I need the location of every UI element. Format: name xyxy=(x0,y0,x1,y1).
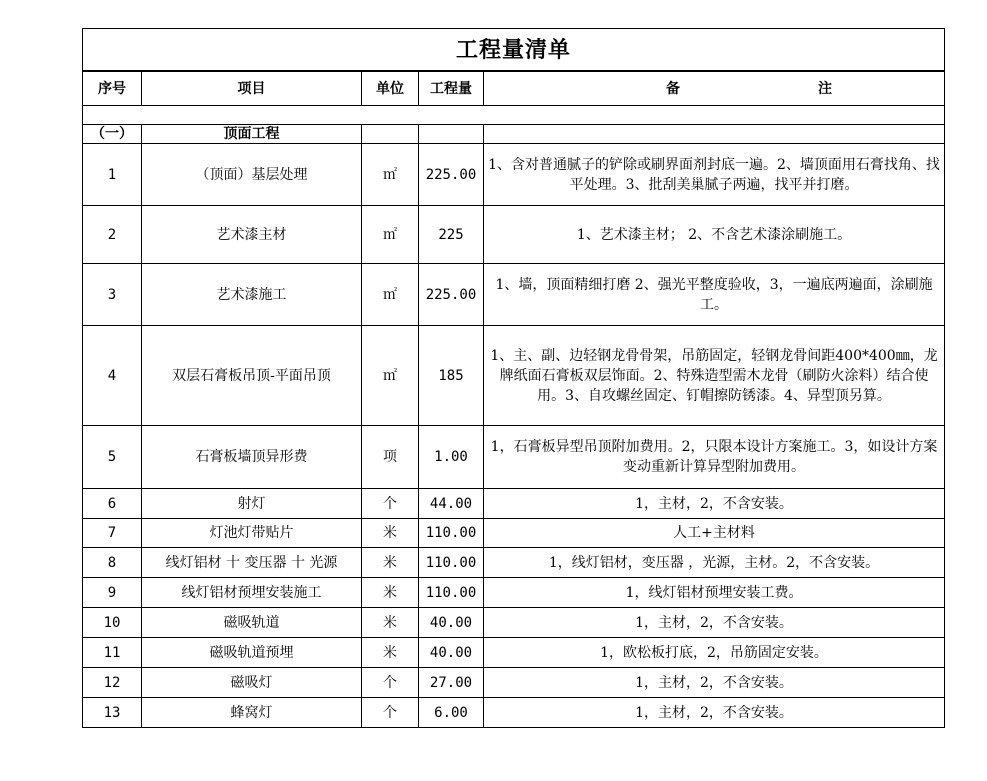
row-item: 磁吸灯 xyxy=(142,668,362,698)
row-index: 12 xyxy=(83,668,142,698)
section-row xyxy=(83,125,945,144)
row-quantity: 44.00 xyxy=(419,489,484,519)
row-index: 2 xyxy=(83,206,142,264)
row-index: 11 xyxy=(83,638,142,668)
row-remark: 1，主材，2，不含安装。 xyxy=(484,668,945,698)
row-remark: 1，主材，2，不含安装。 xyxy=(484,608,945,638)
header-index: 序号 xyxy=(83,71,142,106)
table-row xyxy=(83,489,945,519)
row-quantity: 40.00 xyxy=(419,638,484,668)
row-index: 3 xyxy=(83,264,142,326)
bill-of-quantities-table xyxy=(82,28,945,728)
row-index: 13 xyxy=(83,698,142,728)
table-row xyxy=(83,698,945,728)
row-item: 磁吸轨道 xyxy=(142,608,362,638)
row-quantity: 6.00 xyxy=(419,698,484,728)
row-item: 艺术漆主材 xyxy=(142,206,362,264)
row-item: 双层石膏板吊顶-平面吊顶 xyxy=(142,326,362,426)
section-name: 顶面工程 xyxy=(142,125,362,144)
row-quantity: 110.00 xyxy=(419,548,484,578)
row-remark: 1，线灯铝材预埋安装工费。 xyxy=(484,578,945,608)
row-index: 7 xyxy=(83,519,142,548)
table-row xyxy=(83,608,945,638)
sheet-title: 工程量清单 xyxy=(83,29,945,72)
row-item: 射灯 xyxy=(142,489,362,519)
row-remark: 人工+主材料 xyxy=(484,519,945,548)
row-unit: 米 xyxy=(362,608,419,638)
table-row xyxy=(83,144,945,206)
row-unit: 个 xyxy=(362,489,419,519)
row-remark: 1，主材，2，不含安装。 xyxy=(484,698,945,728)
table-row xyxy=(83,668,945,698)
row-remark: 1、主、副、边轻钢龙骨骨架，吊筋固定，轻钢龙骨间距400*400㎜，龙牌纸面石膏板双层饰面。2、特殊造型需木龙骨（刷防火涂料）结合使用。3、自攻螺丝固定、钉帽擦防锈漆。4、异型顶另算。 xyxy=(484,326,945,426)
table-row xyxy=(83,206,945,264)
row-unit: 个 xyxy=(362,698,419,728)
row-item: 磁吸轨道预埋 xyxy=(142,638,362,668)
section-index: （一） xyxy=(83,125,142,144)
row-quantity: 1.00 xyxy=(419,426,484,489)
spacer-row xyxy=(83,106,945,125)
row-unit: 米 xyxy=(362,548,419,578)
row-quantity: 110.00 xyxy=(419,578,484,608)
header-remark-char-1: 备 xyxy=(666,80,681,97)
row-item: 艺术漆施工 xyxy=(142,264,362,326)
spacer-cell xyxy=(83,106,945,125)
row-unit: ㎡ xyxy=(362,264,419,326)
row-quantity: 110.00 xyxy=(419,519,484,548)
row-unit: ㎡ xyxy=(362,206,419,264)
table-row xyxy=(83,638,945,668)
table-row xyxy=(83,326,945,426)
row-index: 4 xyxy=(83,326,142,426)
table-row xyxy=(83,426,945,489)
section-remark-cell xyxy=(484,125,945,144)
row-item: 线灯铝材预埋安装施工 xyxy=(142,578,362,608)
header-remark xyxy=(484,71,945,106)
row-remark: 1、艺术漆主材； 2、不含艺术漆涂刷施工。 xyxy=(484,206,945,264)
table-row xyxy=(83,264,945,326)
header-remark-char-2: 注 xyxy=(818,80,833,97)
row-quantity: 225 xyxy=(419,206,484,264)
row-remark: 1，线灯铝材，变压器 ，光源，主材。2，不含安装。 xyxy=(484,548,945,578)
row-remark: 1，石膏板异型吊顶附加费用。2，只限本设计方案施工。3，如设计方案变动重新计算异型附加费用。 xyxy=(484,426,945,489)
title-row xyxy=(83,29,945,72)
row-item: 线灯铝材 十 变压器 十 光源 xyxy=(142,548,362,578)
row-index: 9 xyxy=(83,578,142,608)
header-item: 项目 xyxy=(142,71,362,106)
table-row xyxy=(83,548,945,578)
row-remark: 1，主材，2，不含安装。 xyxy=(484,489,945,519)
header-quantity: 工程量 xyxy=(419,71,484,106)
row-unit: 米 xyxy=(362,519,419,548)
row-unit: ㎡ xyxy=(362,326,419,426)
header-unit: 单位 xyxy=(362,71,419,106)
header-row xyxy=(83,71,945,106)
row-index: 1 xyxy=(83,144,142,206)
row-item: 石膏板墙顶异形费 xyxy=(142,426,362,489)
section-qty-cell xyxy=(419,125,484,144)
row-index: 5 xyxy=(83,426,142,489)
row-remark: 1、墙，顶面精细打磨 2、强光平整度验收，3，一遍底两遍面，涂刷施工。 xyxy=(484,264,945,326)
row-index: 10 xyxy=(83,608,142,638)
table-row xyxy=(83,578,945,608)
row-item: （顶面）基层处理 xyxy=(142,144,362,206)
row-unit: 项 xyxy=(362,426,419,489)
row-unit: 个 xyxy=(362,668,419,698)
row-quantity: 27.00 xyxy=(419,668,484,698)
row-unit: 米 xyxy=(362,578,419,608)
table-row xyxy=(83,519,945,548)
row-quantity: 185 xyxy=(419,326,484,426)
row-unit: ㎡ xyxy=(362,144,419,206)
row-index: 6 xyxy=(83,489,142,519)
row-quantity: 225.00 xyxy=(419,144,484,206)
row-remark: 1、含对普通腻子的铲除或刷界面剂封底一遍。2、墙顶面用石膏找角、找平处理。3、批刮美巢腻子两遍，找平并打磨。 xyxy=(484,144,945,206)
row-index: 8 xyxy=(83,548,142,578)
row-quantity: 40.00 xyxy=(419,608,484,638)
row-remark: 1，欧松板打底，2，吊筋固定安装。 xyxy=(484,638,945,668)
row-item: 灯池灯带贴片 xyxy=(142,519,362,548)
row-item: 蜂窝灯 xyxy=(142,698,362,728)
row-unit: 米 xyxy=(362,638,419,668)
row-quantity: 225.00 xyxy=(419,264,484,326)
section-unit-cell xyxy=(362,125,419,144)
